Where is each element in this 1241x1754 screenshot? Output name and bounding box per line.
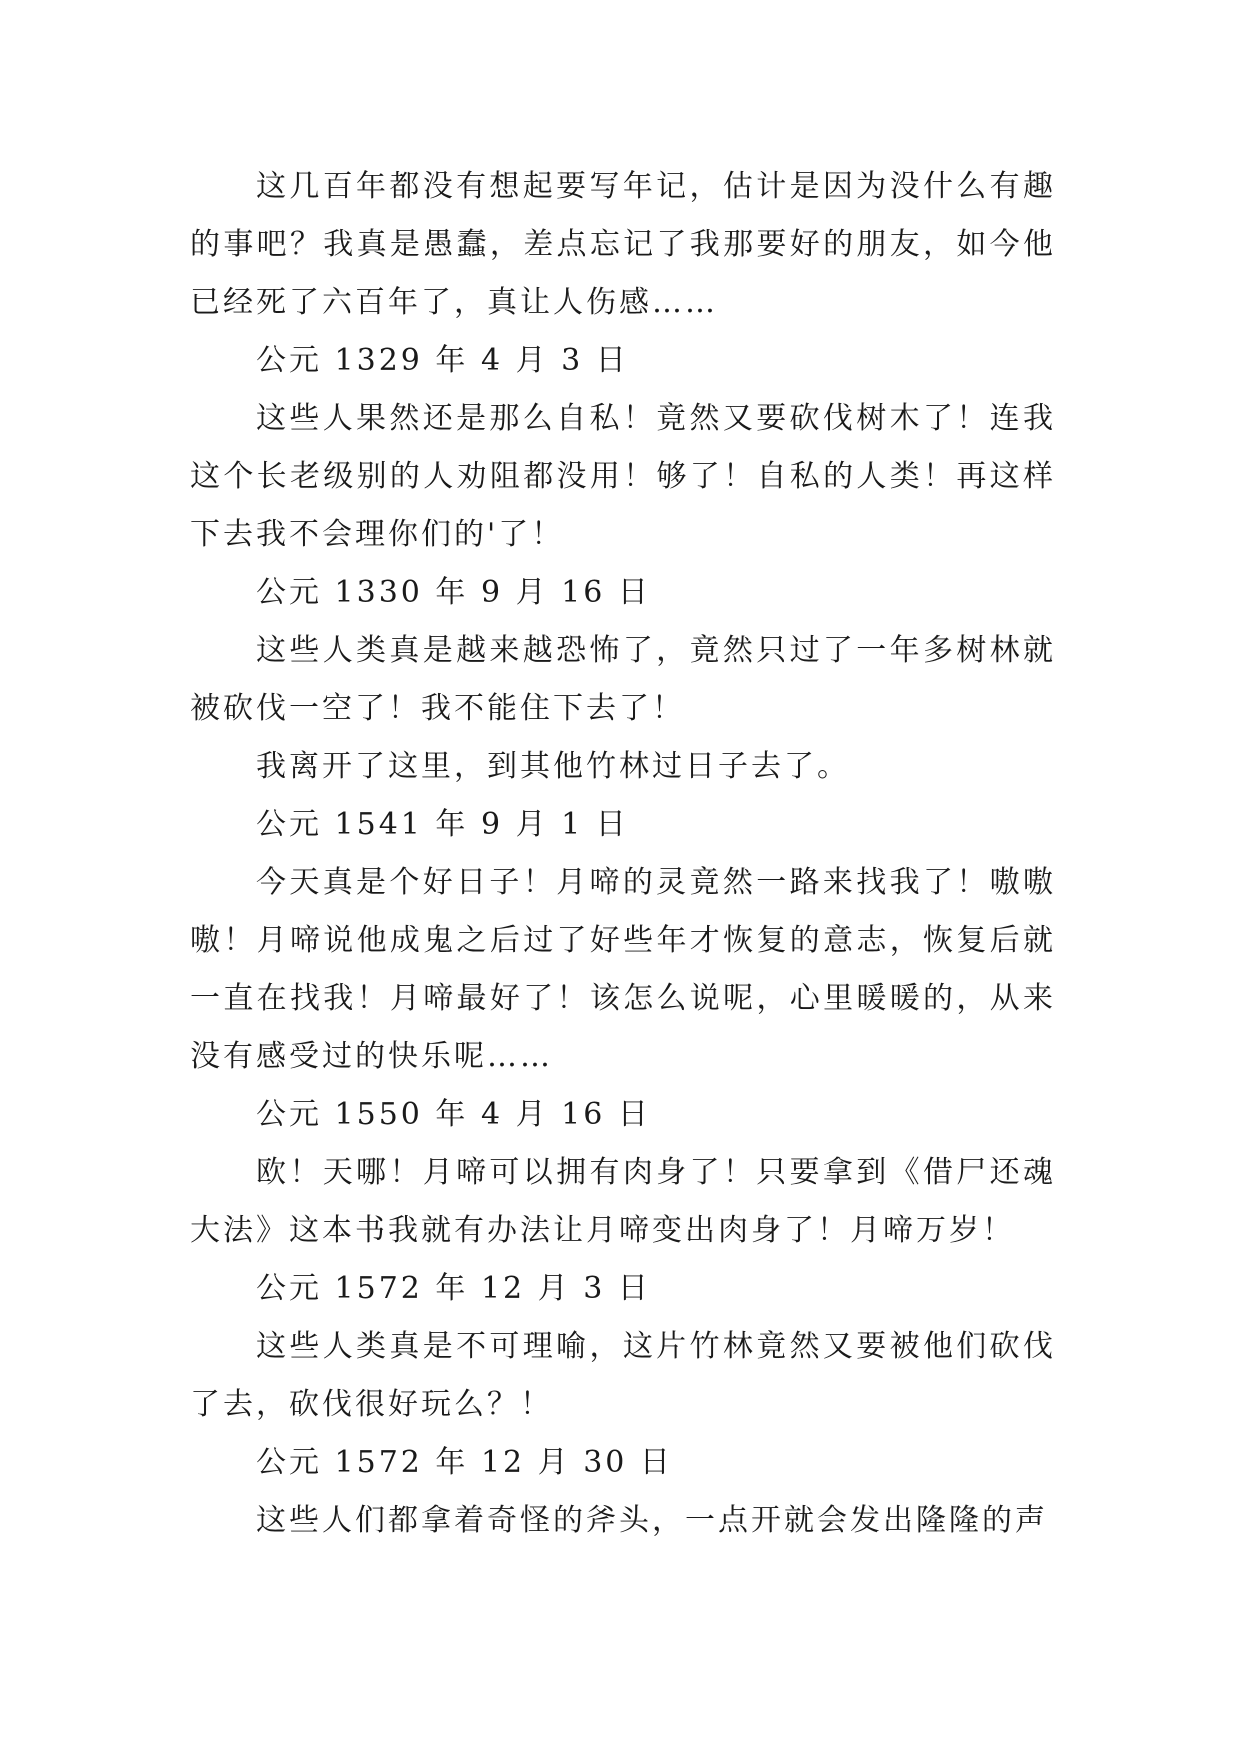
diary-paragraph: 今天真是个好日子！月啼的灵竟然一路来找我了！嗷嗷嗷！月啼说他成鬼之后过了好些年才恢复的意志，恢复后就一直在找我！月啼最好了！该怎么说呢，心里暖暖的，从来没有感受过的快乐呢…… (190, 865, 1056, 1074)
diary-paragraph: 这些人们都拿着奇怪的斧头，一点开就会发出隆隆的声 (256, 1503, 1048, 1538)
diary-paragraph: 这几百年都没有想起要写年记，估计是因为没什么有趣的事吧？我真是愚蠢，差点忘记了我那要好的朋友，如今他已经死了六百年了，真让人伤感…… (190, 169, 1056, 320)
diary-paragraph: 欧！天哪！月啼可以拥有肉身了！只要拿到《借尸还魂大法》这本书我就有办法让月啼变出肉身了！月啼万岁！ (190, 1155, 1056, 1248)
diary-date: 公元 1330 年 9 月 16 日 (256, 575, 651, 610)
diary-date: 公元 1572 年 12 月 3 日 (256, 1271, 651, 1306)
diary-date: 公元 1329 年 4 月 3 日 (256, 343, 629, 378)
diary-date: 公元 1572 年 12 月 30 日 (256, 1445, 673, 1480)
diary-paragraph: 这些人类真是越来越恐怖了，竟然只过了一年多树林就被砍伐一空了！我不能住下去了！ (190, 633, 1056, 726)
diary-date: 公元 1541 年 9 月 1 日 (256, 807, 629, 842)
diary-paragraph: 这些人果然还是那么自私！竟然又要砍伐树木了！连我这个长老级别的人劝阻都没用！够了！自私的人类！再这样下去我不会理你们的'了！ (190, 401, 1056, 552)
diary-paragraph: 我离开了这里，到其他竹林过日子去了。 (256, 749, 850, 784)
diary-paragraph: 这些人类真是不可理喻，这片竹林竟然又要被他们砍伐了去，砍伐很好玩么？！ (190, 1329, 1056, 1422)
document-body (190, 158, 1056, 1550)
diary-date: 公元 1550 年 4 月 16 日 (256, 1097, 651, 1132)
